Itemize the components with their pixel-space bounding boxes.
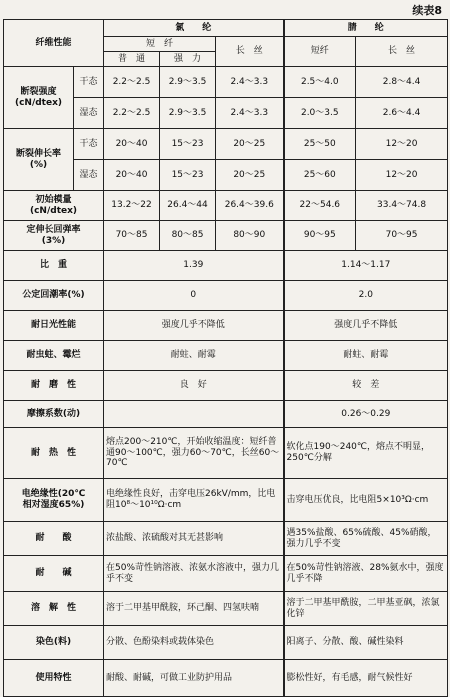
- cell: 15～23: [160, 129, 216, 160]
- row-label-friction: 摩擦系数(动): [4, 401, 104, 428]
- row-label-acid: 耐 酸: [4, 522, 104, 556]
- cell: 2.6～4.4: [356, 98, 448, 129]
- cell-acryl: 溶于二甲基甲酰胺，二甲基亚砜，浓氯化锌: [284, 592, 448, 626]
- cell-chlor: 浓盐酸、浓硫酸对其无甚影响: [104, 522, 284, 556]
- header-acryl: 腈 纶: [284, 20, 448, 37]
- cell: 20～40: [104, 160, 160, 191]
- row-label-abrasion: 耐 磨 性: [4, 371, 104, 401]
- cell: 25～50: [284, 129, 356, 160]
- cell: 13.2～22: [104, 191, 160, 221]
- cell-acryl: 较 差: [284, 371, 448, 401]
- cell: 2.0～3.5: [284, 98, 356, 129]
- row-label-insulation: 电绝缘性(20℃ 相对湿度65%): [4, 479, 104, 522]
- cell: 2.2～2.5: [104, 98, 160, 129]
- cell-chlor: 良 好: [104, 371, 284, 401]
- cell-acryl: 阳离子、分散、酸、碱性染料: [284, 626, 448, 660]
- cell-acryl: 在50%苛性钠溶液、28%氨水中，强度几乎不降: [284, 556, 448, 592]
- row-label-solubility: 溶 解 性: [4, 592, 104, 626]
- header-property: 纤维性能: [4, 20, 104, 67]
- cell: 12～20: [356, 160, 448, 191]
- cell: 90～95: [284, 221, 356, 251]
- cell: 20～40: [104, 129, 160, 160]
- cell-chlor: 熔点200～210℃，开始收缩温度：短纤普通90～100℃，强力60～70℃，长丝60～70℃: [104, 428, 284, 479]
- header-strong: 强 力: [160, 52, 216, 67]
- cell: 70～95: [356, 221, 448, 251]
- cell: 80～85: [160, 221, 216, 251]
- row-label-density: 比 重: [4, 251, 104, 281]
- cell: 2.9～3.5: [160, 67, 216, 98]
- row-label-dyeing: 染色(料): [4, 626, 104, 660]
- row-label-insect: 耐虫蛀、霉烂: [4, 341, 104, 371]
- cell: 2.4～3.3: [216, 98, 284, 129]
- cell-chlor: 1.39: [104, 251, 284, 281]
- wet-label: 湿态: [74, 160, 104, 191]
- cell-acryl: 遇35%盐酸、65%硫酸、45%硝酸，强力几乎不变: [284, 522, 448, 556]
- cell-chlor: 在50%苛性钠溶液、浓氨水溶液中，强力几乎不变: [104, 556, 284, 592]
- dry-label: 干态: [74, 129, 104, 160]
- row-label-regain: 公定回潮率(%): [4, 281, 104, 311]
- cell: 2.8～4.4: [356, 67, 448, 98]
- cell: 22～54.6: [284, 191, 356, 221]
- row-label-elongation: 断裂伸长率 (%): [4, 129, 74, 191]
- header-acryl-filament: 长 丝: [356, 37, 448, 67]
- cell: 33.4～74.8: [356, 191, 448, 221]
- table-caption: 续表8: [412, 4, 442, 17]
- cell: 2.4～3.3: [216, 67, 284, 98]
- cell: 2.5～4.0: [284, 67, 356, 98]
- cell: 25～60: [284, 160, 356, 191]
- cell-acryl: 软化点190～240℃，熔点不明显，250℃分解: [284, 428, 448, 479]
- cell: 12～20: [356, 129, 448, 160]
- cell-chlor: 分散、色酚染料或载体染色: [104, 626, 284, 660]
- header-chlor: 氯 纶: [104, 20, 284, 37]
- cell-chlor: 电绝缘性良好，击穿电压26kV/mm，比电阻10⁸～10¹⁰Ω·cm: [104, 479, 284, 522]
- cell: 2.2～2.5: [104, 67, 160, 98]
- header-chlor-staple: 短 纤: [104, 37, 216, 52]
- cell: 20～25: [216, 129, 284, 160]
- cell-acryl: 2.0: [284, 281, 448, 311]
- cell: 2.9～3.5: [160, 98, 216, 129]
- row-label-recovery: 定伸长回弹率 (3%): [4, 221, 104, 251]
- row-label-alkali: 耐 碱: [4, 556, 104, 592]
- cell: 26.4～44: [160, 191, 216, 221]
- row-label-use: 使用特性: [4, 660, 104, 697]
- cell: 26.4～39.6: [216, 191, 284, 221]
- wet-label: 湿态: [74, 98, 104, 129]
- cell-chlor: 耐酸、耐碱，可做工业防护用品: [104, 660, 284, 697]
- cell: 70～85: [104, 221, 160, 251]
- row-label-sunlight: 耐日光性能: [4, 311, 104, 341]
- cell: 20～25: [216, 160, 284, 191]
- header-chlor-filament: 长 丝: [216, 37, 284, 67]
- cell-acryl: 耐蛀、耐霉: [284, 341, 448, 371]
- cell-chlor: 溶于二甲基甲酰胺，环己酮、四氢呋喃: [104, 592, 284, 626]
- cell-chlor: 强度几乎不降低: [104, 311, 284, 341]
- cell-acryl: 强度几乎不降低: [284, 311, 448, 341]
- cell: 15～23: [160, 160, 216, 191]
- cell-chlor: 0: [104, 281, 284, 311]
- cell-acryl: 膨松性好，有毛感，耐气候性好: [284, 660, 448, 697]
- cell-acryl: 0.26～0.29: [284, 401, 448, 428]
- cell-chlor: 耐蛀、耐霉: [104, 341, 284, 371]
- fiber-properties-table: [3, 19, 448, 697]
- cell-acryl: 1.14～1.17: [284, 251, 448, 281]
- cell-chlor: [104, 401, 284, 428]
- row-label-modulus: 初始模量 (cN/dtex): [4, 191, 104, 221]
- dry-label: 干态: [74, 67, 104, 98]
- row-label-strength: 断裂强度 (cN/dtex): [4, 67, 74, 129]
- cell: 80～90: [216, 221, 284, 251]
- header-normal: 普 通: [104, 52, 160, 67]
- row-label-heat: 耐 热 性: [4, 428, 104, 479]
- header-acryl-staple: 短纤: [284, 37, 356, 67]
- cell-acryl: 击穿电压优良，比电阻5×10³Ω·cm: [284, 479, 448, 522]
